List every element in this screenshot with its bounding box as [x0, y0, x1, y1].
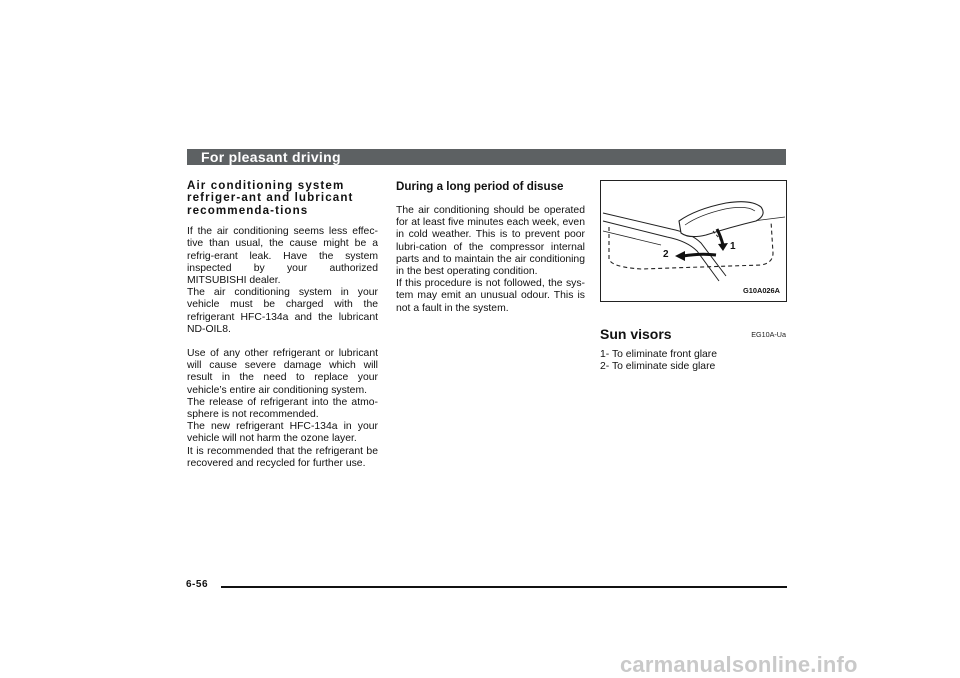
ac-paragraph-2: The air conditioning system in your vehicle must be charged with the refrigerant HFC-134a and the lubricant ND-OIL8. [187, 287, 378, 335]
ac-paragraph-5: The new refrigerant HFC-134a in your vehicle will not harm the ozone layer. [187, 421, 378, 445]
ac-paragraph-6: It is recommended that the refrigerant be recovered and recycled for further use. [187, 445, 378, 469]
figure-callout-1: 1 [730, 241, 736, 252]
watermark-text: carmanualsonline.info [620, 652, 858, 677]
disuse-section-title: During a long period of disuse [396, 180, 564, 193]
section-header-bar [187, 149, 786, 165]
figure-callout-2: 2 [663, 249, 669, 260]
ac-paragraph-3: Use of any other refrigerant or lubricant will cause severe damage which will result in the need to replace your vehicle’s entire air conditioning system. [187, 348, 378, 396]
section-header-title: For pleasant driving [201, 149, 341, 165]
sun-visor-illustration [601, 181, 786, 301]
disuse-paragraph-1: The air conditioning should be operated for at least five minutes each week, even in cold weather. This is to prevent poor lubri-cation of the compressor internal parts and to maintain the air conditioning in the best operating condition. [396, 205, 585, 278]
figure-column [600, 180, 787, 302]
page-number: 6-56 [186, 579, 209, 590]
ac-section [187, 180, 378, 470]
disuse-section [396, 180, 585, 315]
sun-visor-figure [600, 180, 787, 302]
list-item: 1- To eliminate front glare [600, 349, 718, 360]
ac-paragraph-4: The release of refrigerant into the atmo-sphere is not recommended. [187, 396, 378, 421]
footer-rule [221, 586, 787, 588]
disuse-paragraph-2: If this procedure is not followed, the sys-tem may emit an unusual odour. This is not a fault in the system. [396, 278, 585, 314]
figure-code: G10A026A [743, 285, 780, 295]
sun-visors-code: EG10A-Ua [751, 330, 786, 339]
ac-section-title: Air conditioning system refriger-ant and lubricant recommenda-tions [187, 179, 354, 217]
list-item: 2- To eliminate side glare [600, 361, 716, 373]
sun-visors-list [600, 349, 717, 373]
ac-paragraph-1: If the air conditioning seems less effec-tive than usual, the cause might be a refrig-erant leak. Have the system inspected by your authorized MITSUBISHI dealer. [187, 226, 378, 287]
sun-visors-title: Sun visors [600, 326, 672, 342]
